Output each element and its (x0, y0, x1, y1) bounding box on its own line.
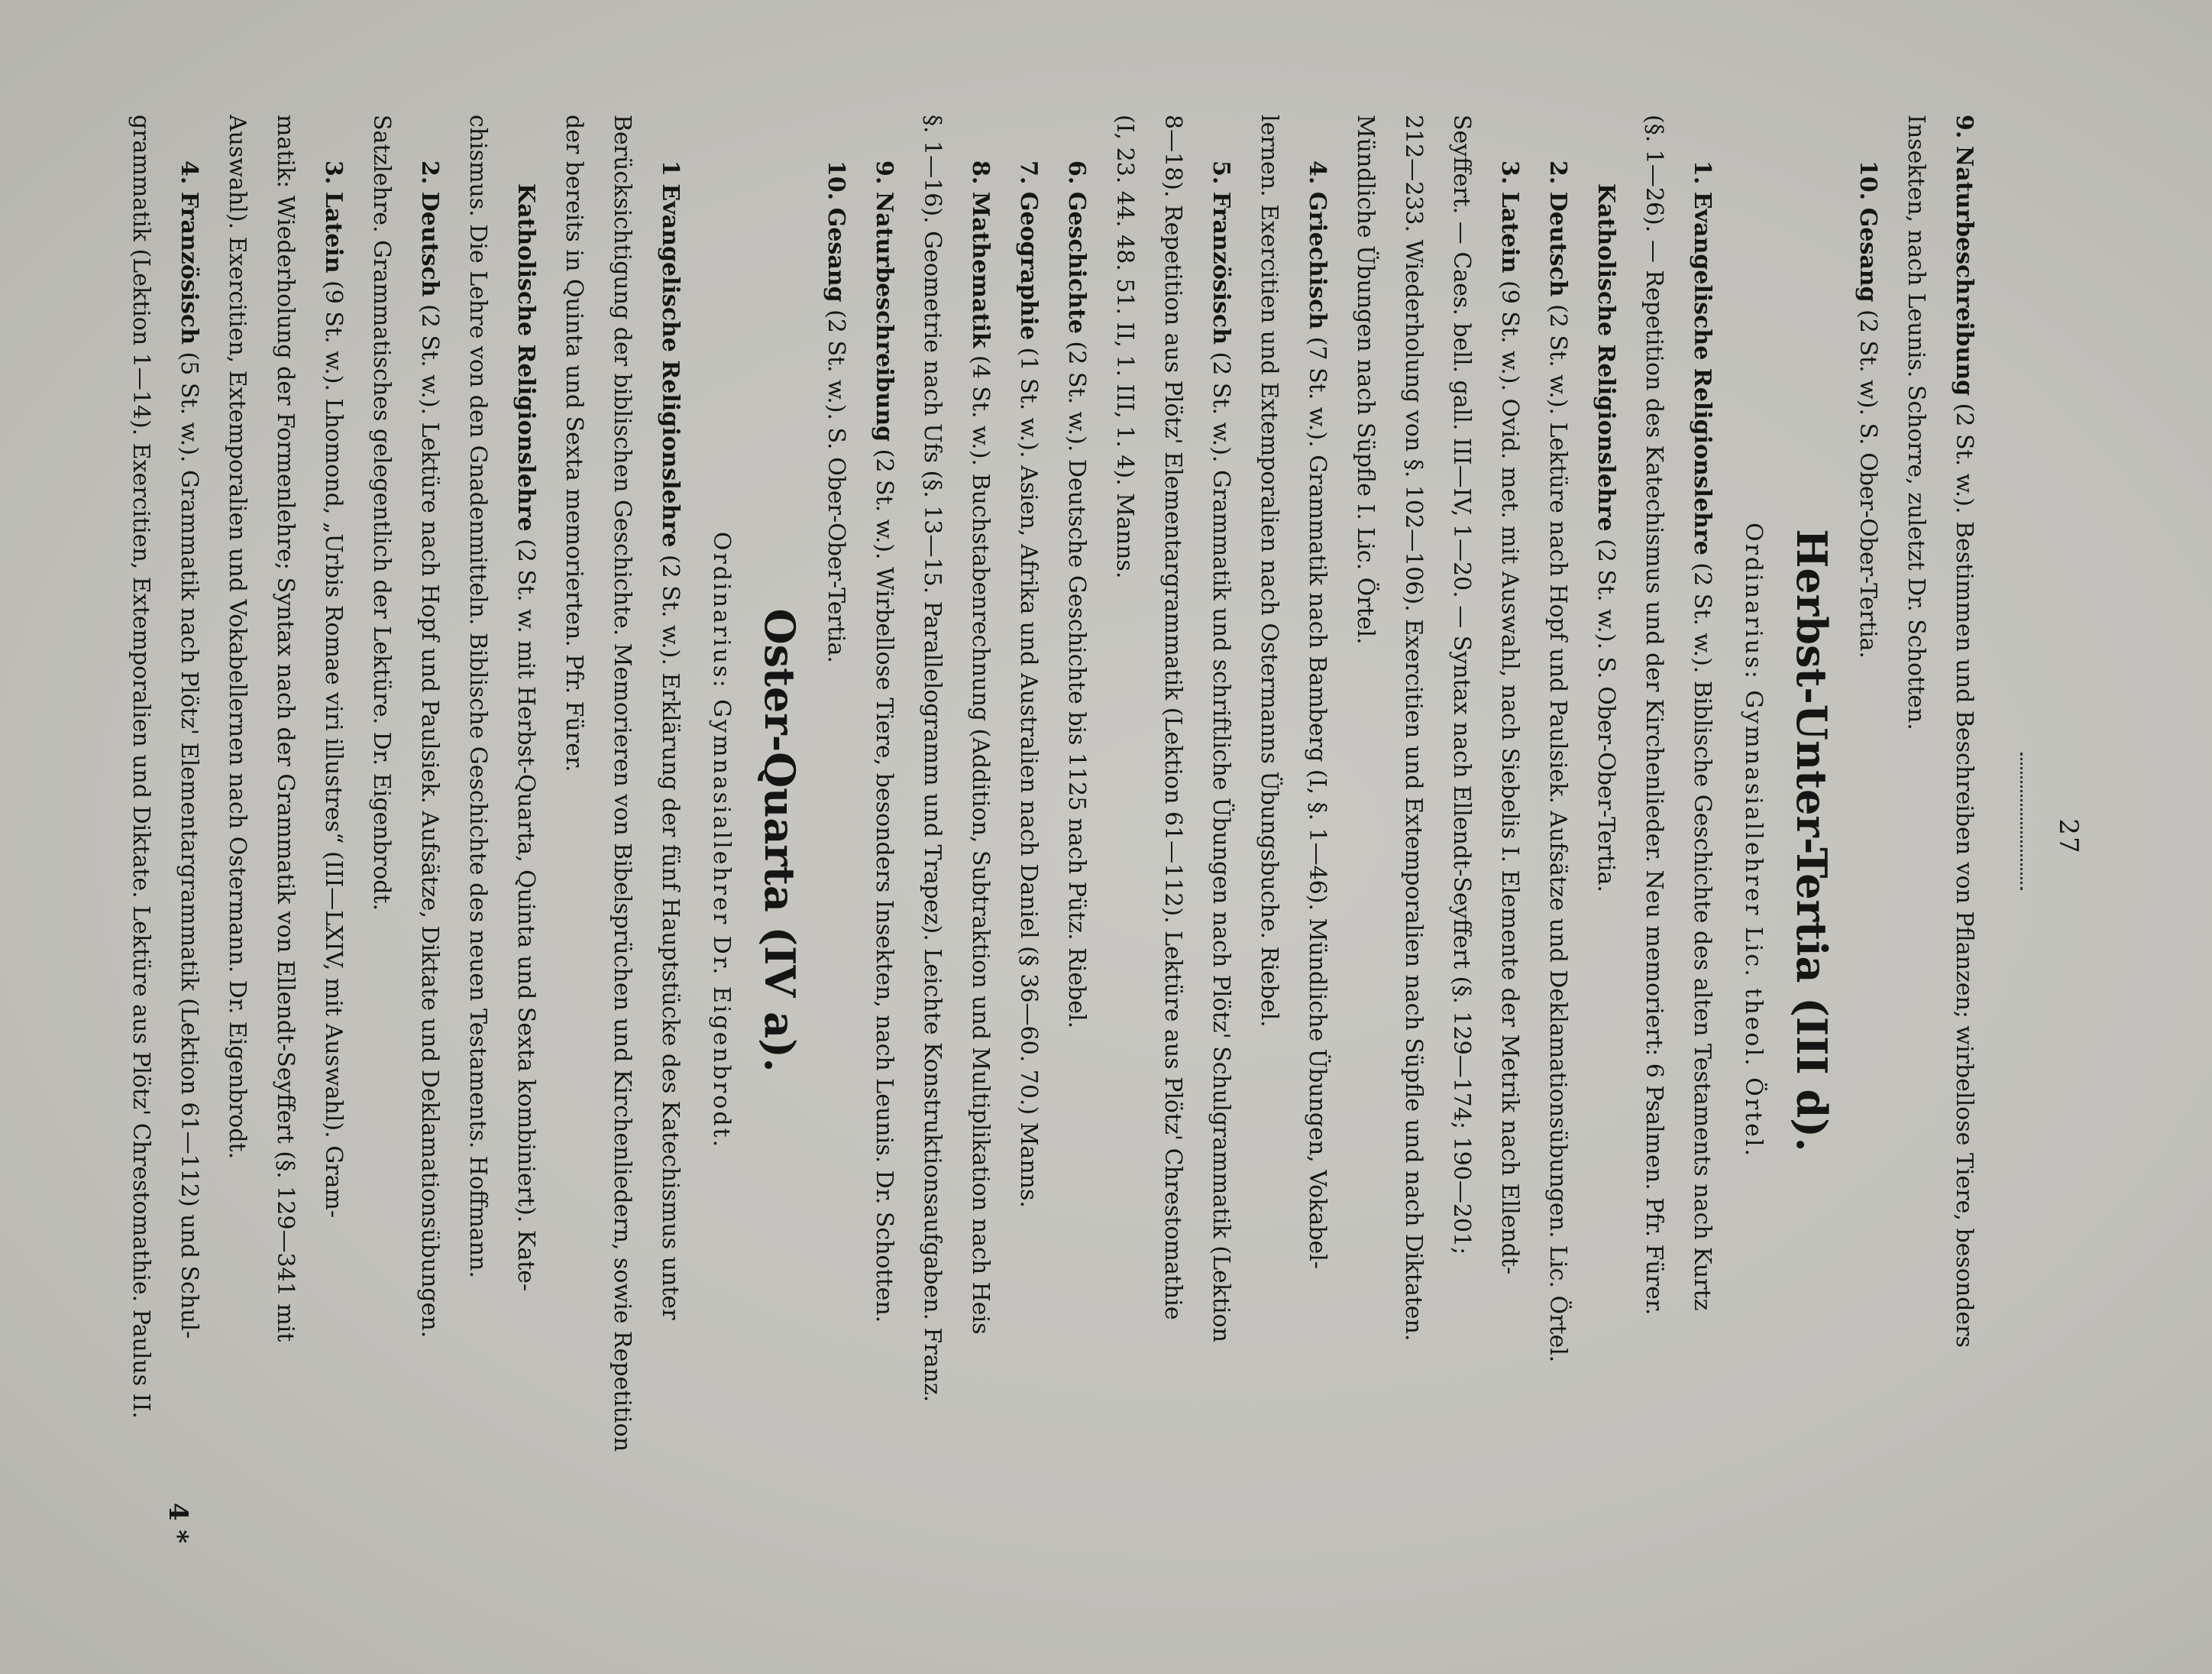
item-subject: Evangelische Religionslehre (657, 183, 684, 548)
item-text: 8—18). Repetition aus Plötz' Elementargrammatik (Lektion 61—112). Lektüre aus Plötz' Chrestomathie (1159, 115, 1186, 1320)
item-text: lernen. Exercitien und Extemporalien nach Ostermanns Übungsbuche. Riebel. (1256, 115, 1282, 1028)
item-number: 3. (320, 160, 347, 185)
item-text: (2 St. w). S. Ober-Ober-Tertia. (1855, 302, 1881, 659)
item-text: (2 St. w.). S. Ober-Ober-Tertia. (823, 302, 849, 663)
item-text: (2 St. w.). Lektüre nach Hopf und Paulsiek. Aufsätze, Diktate und Deklamationsübungen. (416, 296, 443, 1339)
item-subject: Evangelische Religionslehre (1689, 191, 1716, 555)
item-text: (5 St. w.). Grammatik nach Plötz' Elementargrammatik (Lektion 61—112) und Schul- (176, 345, 202, 1339)
section-line (956, 115, 1004, 1566)
item-subject: Latein (320, 191, 347, 274)
item-text: Insekten, nach Leunis. Schorre, zuletzt Dr. Schotten. (1903, 115, 1929, 730)
item-text: Seyffert. — Caes. bell. gall. III—IV, 1—20. — Syntax nach Ellendt-Seyffert (§. 129—174; 190—201; (1448, 115, 1475, 1255)
section-line (1534, 115, 1582, 1566)
item-number: 8. (967, 160, 994, 185)
item-number: 10. (823, 160, 849, 201)
item-subject: Katholische Religionslehre (513, 183, 539, 532)
item-text: (I, 23. 44. 48. 51. II, 1. III, 1. 4). Manns. (1111, 115, 1138, 579)
section-line (550, 115, 598, 1566)
section-line (1101, 115, 1149, 1566)
section-line (357, 115, 406, 1566)
page-number: 27 (2053, 818, 2084, 855)
section-line (598, 115, 646, 1566)
section-ordinarius: Ordinarius: Gymnasiallehrer Dr. Eigenbrodt. (708, 531, 735, 1150)
item-text: (9 St. w.). Ovid. met. mit Auswahl, nach Siebelis I. Elemente der Metrik nach Ellendt- (1496, 273, 1523, 1275)
item-text: der bereits in Quinta und Sexta memorierten. Pfr. Fürer. (561, 115, 587, 772)
section-line (454, 115, 502, 1566)
section-line (908, 115, 956, 1566)
item-subject: Mathematik (967, 191, 994, 348)
section-line (261, 115, 309, 1566)
item-subject: Gesang (823, 207, 849, 303)
item-subject: Geschichte (1063, 191, 1090, 334)
signature-mark: 4 * (163, 1502, 193, 1543)
section-line (1389, 115, 1437, 1566)
item-number: 1 (657, 160, 684, 176)
section-line (309, 115, 357, 1566)
item-subject: Latein (1496, 191, 1523, 274)
top-item (1892, 115, 1940, 1566)
item-subject: Geographie (1015, 191, 1042, 341)
section-line (1245, 115, 1293, 1566)
item-number: 2. (416, 160, 443, 185)
item-number: 4. (176, 160, 202, 185)
section-line (1149, 115, 1197, 1566)
section-ordinarius: Ordinarius: Gymnasiallehrer Lic. theol. Örtel. (1740, 522, 1767, 1159)
item-subject: Deutsch (1544, 191, 1571, 297)
item-subject: Deutsch (416, 191, 443, 297)
item-number: 7. (1015, 160, 1042, 185)
item-text: (2 St. w.). Lektüre nach Hopf und Paulsiek. Aufsätze und Deklamationsübungen. Lic. Örtel. (1544, 296, 1571, 1363)
item-text: (2 St. w.). Deutsche Geschichte bis 1125 nach Pütz. Riebel. (1063, 333, 1090, 1029)
section-line (165, 115, 213, 1566)
section-heading-oster-quarta: Oster-Quarta (IV a). (755, 608, 804, 1073)
section-line (1053, 115, 1101, 1566)
section-line (860, 115, 908, 1566)
item-number: 1. (1689, 160, 1716, 185)
section-line (646, 115, 694, 1566)
section-line (812, 115, 860, 1566)
section-line (1486, 115, 1534, 1566)
item-number: 2. (1544, 160, 1571, 185)
item-text: Satzlehre. Grammatisches gelegentlich der Lektüre. Dr. Eigenbrodt. (368, 115, 395, 911)
section-heading-herbst-unter-tertia: Herbst-Unter-Tertia (III d). (1787, 529, 1836, 1152)
item-number: 4. (1304, 160, 1331, 185)
item-text: chismus. Die Lehre von den Gnadenmitteln. Biblische Geschichte des neuen Testaments. Hoffmann. (464, 115, 491, 1278)
item-subject: Gesang (1855, 207, 1881, 303)
item-number: 6. (1063, 160, 1090, 185)
item-text: (2 St. w.). Grammatik und schriftliche Übungen nach Plötz' Schulgrammatik (Lektion (1208, 345, 1234, 1342)
section-line (1437, 115, 1486, 1566)
section-line (1582, 115, 1630, 1566)
section-line (117, 115, 165, 1566)
item-text: (1 St. w.). Asien, Afrika und Australien nach Daniel (§ 36—60. 70.) Manns. (1015, 340, 1042, 1208)
section-line (502, 115, 550, 1566)
item-number: 10. (1855, 160, 1881, 201)
section-line (1197, 115, 1245, 1566)
item-text: (2 St. w.). Erklärung der fünf Hauptstücke des Katechismus unter (657, 547, 684, 1320)
item-text: (§. 1—26). — Repetition des Katechismus und der Kirchenlieder. Neu memoriert: 6 Psalmen. Pfr. Fürer. (1641, 115, 1667, 1316)
section-line (1293, 115, 1341, 1566)
item-subject: Französisch (1208, 191, 1234, 345)
section-line (1678, 115, 1726, 1566)
item-subject: Naturbeschreibung (1951, 145, 1978, 397)
item-text: Berücksichtigung der biblischen Geschichte. Memorieren von Bibelsprüchen und Kirchenliedern, sowie Repetition (609, 115, 635, 1452)
item-text: matik: Wiederholung der Formenlehre; Syntax nach der Grammatik von Ellendt-Seyffert (§. 129—341 mit (272, 115, 299, 1342)
item-number: 9. (1951, 115, 1978, 139)
item-text: (7 St. w.). Grammatik nach Bamberg (I, §. 1—46). Mündliche Übungen, Vokabel- (1304, 329, 1331, 1269)
item-text: 212—233. Wiederholung von §. 102—106). Exercitien und Extemporalien nach Süpfle und nach Diktaten. (1400, 115, 1427, 1342)
top-item (1844, 115, 1892, 1566)
printed-page (105, 15, 2107, 1658)
item-subject: Naturbeschreibung (871, 191, 897, 442)
item-subject: Katholische Religionslehre (1593, 183, 1619, 532)
item-text: (2 St. w.). S. Ober-Ober-Tertia. (1593, 531, 1619, 892)
section-line (1004, 115, 1053, 1566)
section-line (213, 115, 261, 1566)
item-subject: Griechisch (1304, 191, 1331, 330)
item-number: 5. (1208, 160, 1234, 185)
item-text: §. 1—16). Geometrie nach Ufs (§. 13—15. Parallelogramm und Trapez). Leichte Konstruktionsaufgaben. Franz. (919, 115, 946, 1403)
section-line (1630, 115, 1678, 1566)
item-text: grammatik (Lektion 1—14). Exercitien, Extemporalien und Diktate. Lektüre aus Plötz' Chrestomathie. Paulus II. (128, 115, 154, 1419)
item-text: (2 St. w.). Biblische Geschichte des alten Testaments nach Kurtz (1689, 555, 1716, 1311)
item-text: (9 St. w.). Lhomond, „Urbis Romae viri illustres“ (III—LXIV, mit Auswahl). Gram- (320, 273, 347, 1218)
item-text: (2 St. w. mit Herbst-Quarta, Quinta und Sexta kombiniert). Kate- (513, 531, 539, 1292)
item-number: 9. (871, 160, 897, 185)
item-text: Mündliche Übungen nach Süpfle I. Lic. Örtel. (1352, 115, 1379, 645)
item-text: (4 St. w.). Buchstabenrechnung (Addition, Subtraktion und Multiplikation nach Heis (967, 348, 994, 1335)
item-text: (2 St. w.). Wirbellose Tiere, besonders Insekten, nach Leunis. Dr. Schotten. (871, 442, 897, 1323)
page-body (117, 115, 1988, 1566)
item-subject: Französisch (176, 191, 202, 345)
item-text: Auswahl). Exercitien, Extemporalien und Vokabellernen nach Ostermann. Dr. Eigenbrodt. (224, 115, 251, 1160)
section-line (1341, 115, 1389, 1566)
page-number-ornament (2020, 753, 2023, 890)
item-number: 3. (1496, 160, 1523, 185)
top-item (1940, 115, 1988, 1566)
section-line (406, 115, 454, 1566)
item-text: (2 St. w.). Bestimmen und Beschreiben von Pflanzen; wirbellose Tiere, besonders (1951, 396, 1978, 1348)
